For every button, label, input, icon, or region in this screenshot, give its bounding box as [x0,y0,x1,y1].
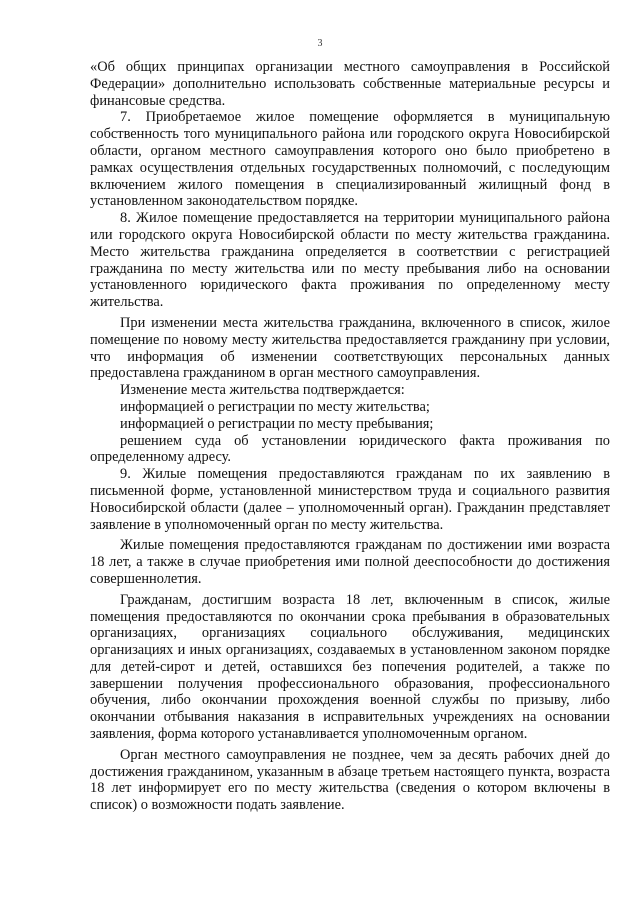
paragraph-confirmation-court: решением суда об установлении юридического факта проживания по определенному адресу. [90,432,610,466]
paragraph-confirmation-residence: информацией о регистрации по месту жительства; [120,398,430,415]
page-number: 3 [317,38,323,49]
paragraph-item-9: 9. Жилые помещения предоставляются гражданам по их заявлению в письменной форме, установленной министерством труда и социального развития Новосибирской области (далее – уполномоченный орган). Гражданин представляет заявление в уполномоченный орган по месту жительства. [90,466,610,533]
paragraph-notification: Орган местного самоуправления не позднее, чем за десять рабочих дней до достижения гражданином, указанным в абзаце третьем настоящего пункта, возраста 18 лет информирует его по месту жительства (сведения о котором включены в список) о возможности подать заявление. [90,746,610,814]
paragraph-confirmation-intro: Изменение места жительства подтверждается: [120,382,405,399]
document-body [90,59,610,814]
paragraph-age-18: Жилые помещения предоставляются гражданам по достижении ими возраста 18 лет, а также в случае приобретения ими полной дееспособности до достижения совершеннолетия. [90,537,610,587]
paragraph-confirmation-stay: информацией о регистрации по месту пребывания; [120,415,434,432]
paragraph-provision-terms: Гражданам, достигшим возраста 18 лет, включенным в список, жилые помещения предоставляются по окончании срока пребывания в образовательных организациях, организациях социального обслуживания, медицинских организациях и иных организациях, создаваемых в установленном законом порядке для детей-сирот и детей, оставшихся без попечения родителей, а также по завершении получения профессионального образования, профессионального обучения, либо окончании прохождения военной службы по призыву, либо окончании отбывания наказания в исправительных учреждениях на основании заявления, форма которого устанавливается уполномоченным органом. [90,591,610,743]
paragraph-item-8: 8. Жилое помещение предоставляется на территории муниципального района или городского округа Новосибирской области по месту жительства гражданина. Место жительства гражданина определяется в соответствии с регистрацией гражданина по месту жительства или по месту пребывания либо на основании установленного юридического факта проживания по определенному месту жительства. [90,210,610,311]
paragraph-item-7: 7. Приобретаемое жилое помещение оформляется в муниципальную собственность того муниципального района или городского округа Новосибирской области, органом местного самоуправления которого оно было приобретено в рамках осуществления отдельных государственных полномочий, с последующим включением жилого помещения в специализированный жилищный фонд в установленном законодательством порядке. [90,109,610,210]
paragraph-continuation: «Об общих принципах организации местного самоуправления в Российской Федерации» дополнительно использовать собственные материальные ресурсы и финансовые средства. [90,59,610,109]
paragraph-residence-change: При изменении места жительства гражданина, включенного в список, жилое помещение по новому месту жительства предоставляется гражданину при условии, что информация об изменении соответствующих персональных данных предоставлена гражданином в орган местного самоуправления. [90,314,610,382]
